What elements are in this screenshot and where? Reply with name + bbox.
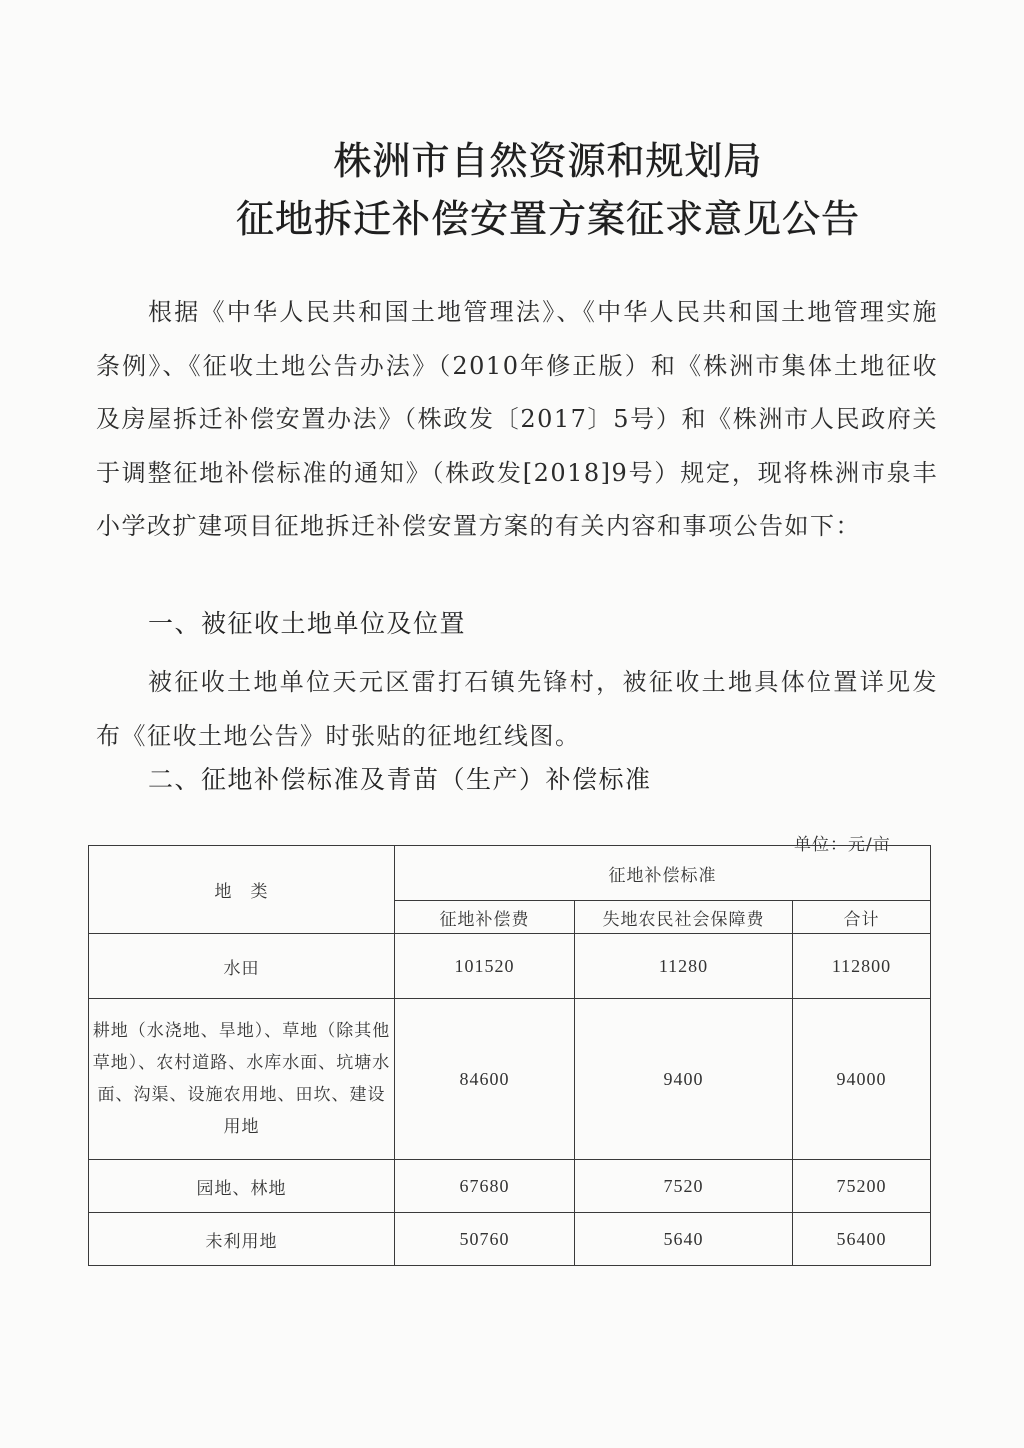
section1-body: 被征收土地单位天元区雷打石镇先锋村，被征收土地具体位置详见发布《征收土地公告》时张贴的征地红线图。 (96, 668, 938, 750)
cell-social-security: 5640 (575, 1213, 793, 1266)
cell-land-type: 水田 (89, 934, 395, 999)
header-compensation-fee: 征地补偿费 (395, 901, 575, 934)
intro-paragraph: 根据《中华人民共和国土地管理法》、《中华人民共和国土地管理实施条例》、《征收土地公告办法》（2010年修正版）和《株洲市集体土地征收及房屋拆迁补偿安置办法》（株政发〔2017〕5号）和《株洲市人民政府关于调整征地补偿标准的通知》（株政发[2018]9号）规定，现将株洲市泉丰小学改扩建项目征地拆迁补偿安置方案的有关内容和事项公告如下： (96, 298, 938, 540)
cell-compensation: 84600 (395, 999, 575, 1160)
cell-social-security: 11280 (575, 934, 793, 999)
cell-total: 94000 (793, 999, 931, 1160)
compensation-table (88, 845, 931, 1266)
cell-compensation: 50760 (395, 1213, 575, 1266)
cell-total: 75200 (793, 1160, 931, 1213)
cell-social-security: 9400 (575, 999, 793, 1160)
header-social-security-fee: 失地农民社会保障费 (575, 901, 793, 934)
unit-label: 单位：元/亩 (794, 835, 891, 855)
section1-heading: 一、被征收土地单位及位置 (148, 609, 467, 638)
cell-compensation: 67680 (395, 1160, 575, 1213)
cell-social-security: 7520 (575, 1160, 793, 1213)
table-row (89, 1213, 931, 1266)
cell-total: 112800 (793, 934, 931, 999)
table-row (89, 1160, 931, 1213)
document-title-line1: 株洲市自然资源和规划局 (333, 139, 763, 183)
cell-land-type: 耕地（水浇地、旱地）、草地（除其他草地）、农村道路、水库水面、坑塘水面、沟渠、设施农用地、田坎、建设用地 (89, 999, 395, 1160)
section2-heading: 二、征地补偿标准及青苗（生产）补偿标准 (148, 765, 652, 794)
cell-compensation: 101520 (395, 934, 575, 999)
document-title-line2: 征地拆迁补偿安置方案征求意见公告 (235, 197, 860, 241)
header-land-type: 地 类 (89, 846, 395, 934)
table-row (89, 934, 931, 999)
cell-land-type: 未利用地 (89, 1213, 395, 1266)
header-total: 合计 (793, 901, 931, 934)
cell-total: 56400 (793, 1213, 931, 1266)
header-compensation-standard: 征地补偿标准 (395, 846, 931, 901)
table-row (89, 999, 931, 1160)
cell-land-type: 园地、林地 (89, 1160, 395, 1213)
